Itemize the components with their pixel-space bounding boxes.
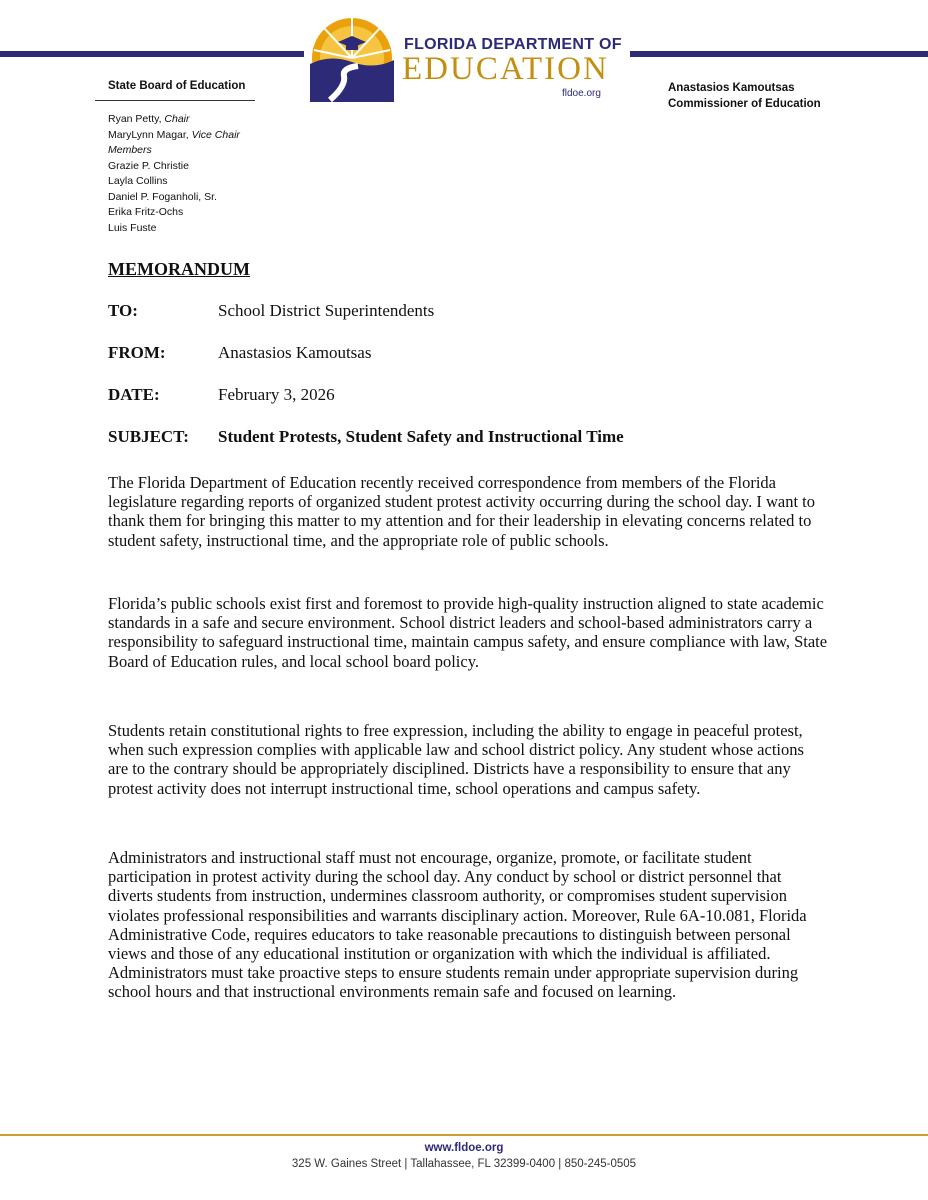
member-row (108, 174, 240, 190)
member-row (108, 159, 240, 175)
subject-label: SUBJECT: (108, 427, 189, 446)
header-rule-right (630, 51, 928, 57)
member-row (108, 143, 240, 159)
member-name: Erika Fritz-Ochs (108, 206, 184, 218)
member-role: Members (108, 144, 152, 156)
body-paragraph: Florida’s public schools exist first and foremost to provide high-quality instruction aligned to state academic standards in a safe and secure environment. School district leaders and school-based administrators carry a responsibility to safeguard instructional time, maintain campus safety, and ensure compliance with law, State Board of Education rules, and local school board policy. (108, 594, 828, 671)
body-paragraph: Administrators and instructional staff must not encourage, organize, promote, or facilitate student participation in protest activity during the school day. Any conduct by school or district personnel that diverts students from instruction, undermines classroom authority, or compromises student supervision violates professional responsibilities and warrants disciplinary action. Moreover, Rule 6A-10.081, Florida Administrative Code, requires educators to take reasonable precautions to distinguish between personal views and those of any educational institution or organization with which the individual is affiliated. Administrators must take proactive steps to ensure students remain under appropriate supervision during school hours and that instructional environments remain safe and focused on learning. (108, 848, 807, 1002)
board-divider (95, 100, 255, 101)
fldoe-logo (300, 6, 640, 106)
memo-title: MEMORANDUM (108, 259, 250, 279)
member-name: MaryLynn Magar, (108, 128, 189, 141)
commissioner-block (668, 80, 821, 112)
member-row (108, 221, 240, 237)
member-row (108, 205, 240, 221)
board-heading: State Board of Education (108, 80, 246, 92)
from-value: Anastasios Kamoutsas (218, 343, 372, 362)
logo-line2: EDUCATION (402, 51, 609, 87)
to-value: School District Superintendents (218, 301, 435, 320)
member-role: Chair (164, 113, 190, 125)
member-row (108, 128, 240, 144)
commissioner-name: Anastasios Kamoutsas (668, 82, 795, 94)
date-label: DATE: (108, 385, 160, 404)
member-name: Luis Fuste (108, 221, 157, 234)
to-label: TO: (108, 301, 138, 320)
board-members-list (108, 112, 240, 236)
from-label: FROM: (108, 343, 166, 362)
member-row (108, 112, 240, 128)
body-paragraph: Students retain constitutional rights to free expression, including the ability to engage in peaceful protest, when such expression complies with applicable law and school district policy. Any student whose actions are to the contrary should be appropriately disciplined. Districts have a responsibility to ensure that any protest activity does not interrupt instructional time, school operations and campus safety. (108, 721, 804, 798)
logo-line1: FLORIDA DEPARTMENT OF (404, 36, 622, 53)
commissioner-title: Commissioner of Education (668, 98, 821, 110)
member-name: Daniel P. Foganholi, Sr. (108, 190, 217, 203)
body-paragraph: The Florida Department of Education recently received correspondence from members of the Florida legislature regarding reports of organized student protest activity occurring during the school day. I want to thank them for bringing this matter to my attention and for their leadership in elevating concerns related to student safety, instructional time, and the appropriate role of public schools. (108, 473, 816, 550)
member-name: Grazie P. Christie (108, 159, 189, 172)
member-name: Layla Collins (108, 175, 168, 187)
sunrise-emblem-icon (300, 6, 410, 106)
member-row (108, 190, 240, 206)
subject-value: Student Protests, Student Safety and Instructional Time (218, 427, 624, 446)
footer-rule (0, 1134, 928, 1136)
member-role: Vice Chair (191, 128, 240, 141)
header-rule-left (0, 51, 304, 57)
date-value: February 3, 2026 (218, 385, 335, 404)
footer-url: www.fldoe.org (424, 1142, 504, 1154)
logo-url: fldoe.org (562, 88, 601, 99)
member-name: Ryan Petty, (108, 113, 162, 125)
footer-address: 325 W. Gaines Street | Tallahassee, FL 32399-0400 | 850-245-0505 (291, 1158, 637, 1170)
